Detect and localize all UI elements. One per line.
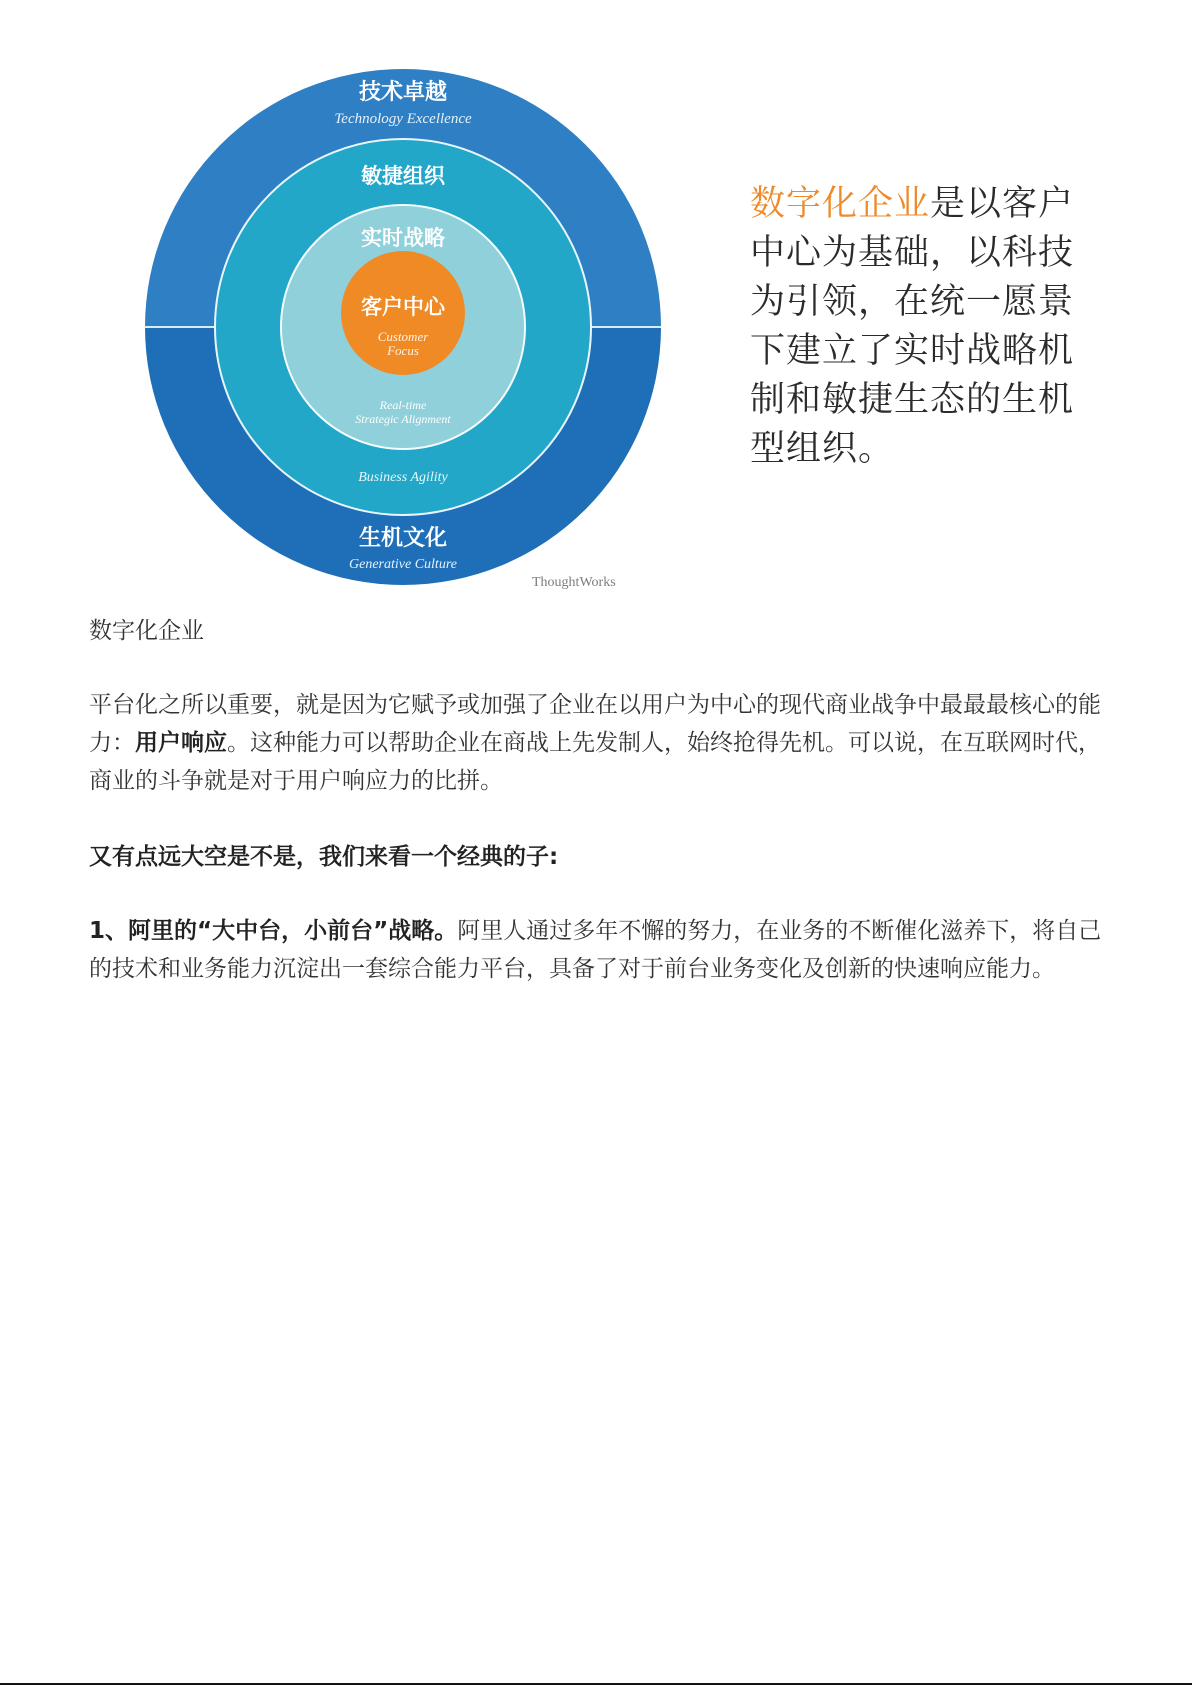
paragraph1-bold: 用户响应 [135,730,227,756]
middle-cn: 敏捷组织 [361,165,445,188]
core-en-1: Customer [377,329,429,344]
outer-top-en: Technology Excellence [334,111,472,127]
inner-cn: 实时战略 [361,227,445,250]
outer-bottom-en: Generative Culture [349,557,457,572]
paragraph2-bold: 又有点远大空是不是，我们来看一个经典的子: [89,844,559,870]
inner-en-2: Strategic Alignment [355,412,451,426]
figure-caption: 数字化企业 [89,618,204,644]
paragraph1-part1: 平台化之所以重要，就是因为它赋予或加强了企业在以用户为中心的现代商业战争中最最最核心的能力： [89,692,1101,756]
outer-top-cn: 技术卓越 [358,79,448,104]
paragraph-platform-importance [89,686,1109,800]
side-description [750,180,1080,474]
thoughtworks-logo: ThoughtWorks [532,575,616,590]
middle-en: Business Agility [358,470,448,485]
outer-bottom-cn: 生机文化 [358,525,448,550]
core-en-2: Focus [387,343,419,358]
side-rest: 是以客户中心为基础，以科技为引领，在统一愿景下建立了实时战略机制和敏捷生态的生机型组织。 [750,184,1075,469]
paragraph-alibaba-example [89,912,1109,988]
paragraph1-part2: 。这种能力可以帮助企业在商战上先发制人，始终抢得先机。可以说，在互联网时代，商业的斗争就是对于用户响应力的比拼。 [89,730,1101,794]
digital-enterprise-figure [135,55,1080,615]
paragraph3-bold: 1、阿里的“大中台，小前台”战略。 [89,918,458,944]
paragraph3-rest: 阿里人通过多年不懈的努力，在业务的不断催化滋养下，将自己的技术和业务能力沉淀出一套综合能力平台，具备了对于前台业务变化及创新的快速响应能力。 [89,918,1102,982]
core-cn: 客户中心 [361,296,445,319]
inner-en-1: Real-time [379,398,427,412]
paragraph-example-intro [89,838,1109,876]
side-highlight: 数字化企业 [750,184,931,224]
